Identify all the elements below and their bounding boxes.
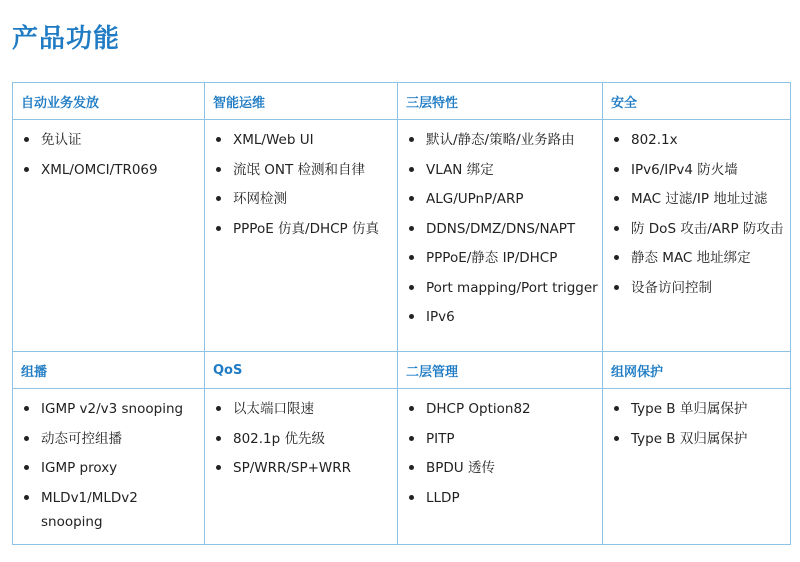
- feature-item: 免认证: [21, 128, 200, 152]
- feature-table: [12, 82, 791, 545]
- section-body-auto-provisioning: [13, 120, 205, 352]
- section-heading-qos: QoS: [205, 352, 398, 389]
- section-heading-auto-provisioning: 自动业务发放: [13, 83, 205, 120]
- feature-item: MAC 过滤/IP 地址过滤: [611, 187, 786, 211]
- feature-item: VLAN 绑定: [406, 158, 598, 182]
- feature-item: 动态可控组播: [21, 427, 200, 451]
- feature-item: XML/Web UI: [213, 128, 393, 152]
- feature-item: IGMP v2/v3 snooping: [21, 397, 200, 421]
- section-heading-layer3: 三层特性: [398, 83, 603, 120]
- section-body-layer3: [398, 120, 603, 352]
- feature-item: Type B 双归属保护: [611, 427, 786, 451]
- feature-item: 802.1p 优先级: [213, 427, 393, 451]
- table-row-body-bottom: [13, 389, 791, 545]
- feature-item: BPDU 透传: [406, 456, 598, 480]
- section-body-multicast: [13, 389, 205, 545]
- feature-item: 静态 MAC 地址绑定: [611, 246, 786, 270]
- feature-item: DHCP Option82: [406, 397, 598, 421]
- feature-item: Type B 单归属保护: [611, 397, 786, 421]
- feature-item: ALG/UPnP/ARP: [406, 187, 598, 211]
- feature-item: IGMP proxy: [21, 456, 200, 480]
- table-row-body-top: [13, 120, 791, 352]
- feature-item: PITP: [406, 427, 598, 451]
- section-heading-multicast: 组播: [13, 352, 205, 389]
- feature-item: IPv6/IPv4 防火墙: [611, 158, 786, 182]
- feature-item: 防 DoS 攻击/ARP 防攻击: [611, 217, 786, 241]
- section-body-security: [603, 120, 791, 352]
- feature-item: XML/OMCI/TR069: [21, 158, 200, 182]
- section-body-qos: [205, 389, 398, 545]
- feature-item: SP/WRR/SP+WRR: [213, 456, 393, 480]
- section-body-smart-maintenance: [205, 120, 398, 352]
- section-heading-smart-maintenance: 智能运维: [205, 83, 398, 120]
- section-heading-layer2: 二层管理: [398, 352, 603, 389]
- feature-item: 802.1x: [611, 128, 786, 152]
- feature-item: PPPoE/静态 IP/DHCP: [406, 246, 598, 270]
- feature-item: MLDv1/MLDv2 snooping: [21, 486, 200, 534]
- feature-item: 环网检测: [213, 187, 393, 211]
- page-title: 产品功能: [12, 24, 121, 54]
- feature-item: LLDP: [406, 486, 598, 510]
- section-body-network-protection: [603, 389, 791, 545]
- feature-item: 以太端口限速: [213, 397, 393, 421]
- table-row-header-top: [13, 83, 791, 120]
- section-heading-security: 安全: [603, 83, 791, 120]
- feature-item: Port mapping/Port trigger: [406, 276, 598, 300]
- section-body-layer2: [398, 389, 603, 545]
- feature-item: IPv6: [406, 305, 598, 329]
- feature-item: 默认/静态/策略/业务路由: [406, 128, 598, 152]
- feature-item: DDNS/DMZ/DNS/NAPT: [406, 217, 598, 241]
- table-row-header-bottom: [13, 352, 791, 389]
- section-heading-network-protection: 组网保护: [603, 352, 791, 389]
- feature-item: 流氓 ONT 检测和自律: [213, 158, 393, 182]
- feature-item: 设备访问控制: [611, 276, 786, 300]
- feature-item: PPPoE 仿真/DHCP 仿真: [213, 217, 393, 241]
